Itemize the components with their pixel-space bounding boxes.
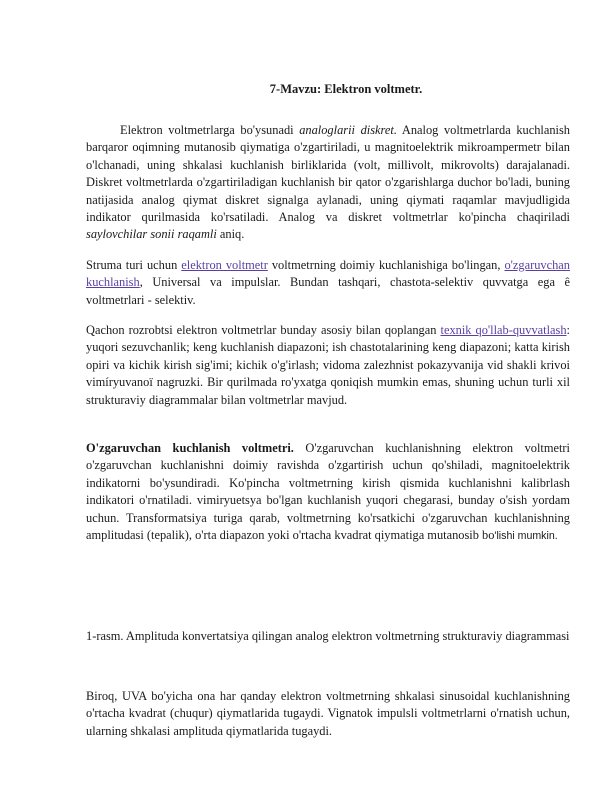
- italic-text: i: [171, 227, 178, 242]
- italic-text: saylovchilar soni: [86, 227, 172, 242]
- paragraph-scale: Biroq, UVA bo'yicha ona har qanday elektron voltmetrning shkalasi sinusoidal kuchlanishning o'rtacha kvadrat (chuqur) qiymatlarida tugaydi. Vignatok impulsli voltmetrlarni o'rnatish uchun, ularning shkalasi amplituda qiymatlarida tugaydi.: [86, 689, 570, 738]
- text: O'zgaruvchan kuchlanishning elektron voltmetri o'zgaruvchan kuchlanishni doimiy ravishda o'zgartirish uchun qo'shiladi, magnitoelektrik indikatorni bo'ysundiradi. Ko'pincha voltmetrning kirish qismida kuchlanishni kalibrlash indikatori o'rnatiladi. vimiryuetsya bo'lgan kuchlanish yuqori chegarasi, bunday o'sish yordam uchun. Transformatsiya turiga qarab, voltmetrning ko'rsatkichi o'zgaruvchan kuchlanishning amplitudasi (tepalik), o'rta diapazon yoki o'rtacha kvadrat qiymatiga mutanosib bo: [86, 441, 570, 543]
- italic-text: raqamli: [177, 227, 217, 242]
- text: Analog voltmetrlarda kuchlanish barqaror oqimning mutanosib qiymatiga o'zgartiriladi, u magnitoelektrik mikroampermetr bilan o'lchanadi, uning shkalasi kuchlanish birliklarida (volt, millivolt, mikrovolts) darajalanadi. Diskret voltmetrlarda o'zgartiriladigan kuchlanish bir qator o'zgarishlarga duchor bo'ladi, buning natijasida analog qiymat diskret signalga aylanadi, uning qiymati raqamlar mavjudligida indikator qurilmasida ko'rsatiladi. Analog va diskret voltmetrlar ko'pincha chaqiriladi: [86, 123, 571, 225]
- section-heading: O'zgaruvchan kuchlanish voltmetri.: [86, 441, 294, 455]
- text: : yuqori sezuvchanlik; keng kuchlanish diapazoni; ish chastotalarining keng diapazoni; katta kirish opiri va kichik kirish sig'imi; kichik o'g'irlash; vidoma zalezhnist pokazyvanija vid shakli krivoi vimíryuvanoї nagruzki. Bir qurilmada ro'yxatga qoniqish mumkin emas, shuning uchun turli xil strukturaviy diagrammalar bilan voltmetrlar mavjud.: [86, 323, 570, 407]
- text: voltmetrning doimiy kuchlanishiga bo'lingan,: [267, 258, 505, 272]
- italic-text: i diskret.: [351, 123, 397, 137]
- paragraph-requirements: [86, 322, 570, 409]
- link-ozgaruvchan-kuchlanish[interactable]: o'zgaruvchan kuchlanish: [86, 258, 570, 290]
- figure-caption: 1-rasm. Amplituda konvertatsiya qilingan analog elektron voltmetrning strukturaviy diagrammasi: [86, 629, 570, 643]
- text: Elektron voltmetrlarga bo'ysunadi: [120, 123, 300, 137]
- text: 'lishi mumkin.: [494, 530, 558, 543]
- text: Struma turi uchun: [86, 258, 182, 272]
- italic-text: analoglari: [299, 123, 352, 137]
- page-title: 7-Mavzu: Elektron voltmetr.: [269, 82, 423, 96]
- paragraph-ac-voltmeter: [86, 440, 570, 545]
- paragraph-intro: [86, 122, 570, 244]
- text: , Universal va impulslar. Bundan tashqari, chastota-selektiv quvvatga ega ê voltmetrlari - selektiv.: [86, 275, 570, 307]
- paragraph-types: [86, 257, 570, 309]
- link-elektron-voltmetr[interactable]: elektron voltmetr: [181, 258, 268, 272]
- text: Qachon rozrobtsi elektron voltmetrlar bunday asosiy bilan qoplangan: [86, 323, 441, 337]
- link-texnik-qollab[interactable]: texnik qo'llab-quvvatlash: [440, 323, 567, 337]
- text: aniq.: [216, 227, 245, 242]
